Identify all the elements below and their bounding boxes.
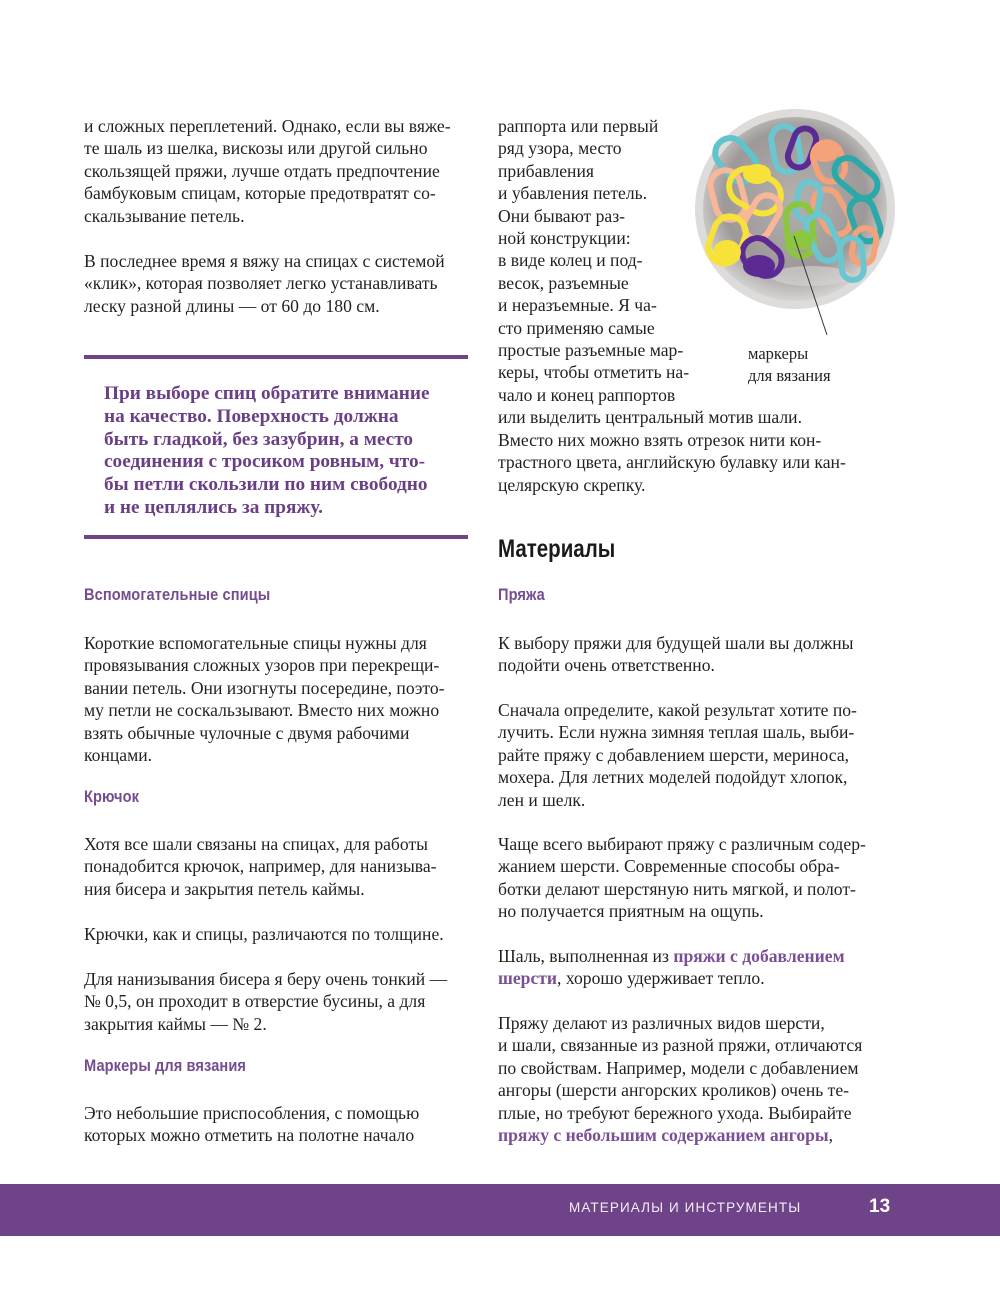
text-line: трастного цвета, английскую булавку или кан- — [498, 452, 846, 473]
page-footer-bar — [0, 1184, 1000, 1236]
text-line: В последнее время я вяжу на спицах с системой — [84, 251, 445, 271]
text-line: сто применяю самые — [498, 317, 655, 338]
intro-paragraph-1 — [84, 115, 451, 227]
callout-box — [104, 383, 430, 520]
yarn-paragraph-5 — [498, 1012, 862, 1146]
text-line: райте пряжу с добавлением шерсти, мериноса, — [498, 744, 850, 765]
text-line: лен и шелк. — [498, 789, 586, 810]
text-line: скальзывание петель. — [84, 205, 245, 226]
text-line: взять обычные чулочные с двумя рабочими — [84, 722, 410, 743]
auxiliary-needles-paragraph — [84, 632, 445, 766]
intro-paragraph-2 — [84, 250, 445, 317]
text-line: провязывания сложных узоров при перекрещи- — [84, 655, 440, 676]
text-line: чало и конец раппортов — [498, 384, 676, 405]
caption-line: для вязания — [748, 366, 831, 385]
text-line — [498, 945, 845, 967]
highlight-angora-yarn: пряжу с небольшим содержанием ангоры — [498, 1125, 829, 1146]
text-line: Пряжу делают из различных видов шерсти, — [498, 1013, 825, 1033]
text-line: «клик», которая позволяет легко устанавливать — [84, 273, 438, 294]
callout-line: При выборе спиц обратите внимание — [104, 383, 430, 404]
heading-auxiliary-needles: Вспомогательные спицы — [84, 585, 271, 604]
text-line: простые разъемные мар- — [498, 340, 684, 361]
hook-paragraph-2 — [84, 923, 444, 945]
text-line: в виде колец и под- — [498, 250, 643, 271]
text-line — [498, 967, 845, 989]
text-fragment: , — [828, 1125, 834, 1146]
text-line: по свойствам. Например, модели с добавлением — [498, 1057, 859, 1078]
text-line: которых можно отметить на полотне начало — [84, 1125, 415, 1146]
yarn-paragraph-3 — [498, 833, 866, 923]
text-line: ряд узора, место — [498, 138, 622, 159]
text-line: или выделить центральный мотив шали. — [498, 407, 802, 428]
text-fragment: Шаль, выполненная из — [498, 946, 674, 966]
text-line: закрытия каймы — № 2. — [84, 1013, 267, 1034]
markers-paragraph — [84, 1102, 419, 1147]
text-line — [498, 1124, 862, 1146]
yarn-paragraph-4 — [498, 945, 845, 990]
heading-knitting-markers: Маркеры для вязания — [84, 1056, 247, 1075]
text-line: К выбору пряжи для будущей шали вы должны — [498, 633, 854, 653]
text-line: Чаще всего выбирают пряжу с различным содер- — [498, 834, 866, 854]
callout-line: на качество. Поверхность должна — [104, 405, 399, 427]
callout-bottom-rule — [84, 535, 468, 539]
page-number: 13 — [869, 1196, 891, 1217]
text-line: концами. — [84, 745, 153, 766]
text-line: подойти очень ответственно. — [498, 655, 715, 676]
stitch-markers-photo — [693, 108, 897, 310]
yarn-paragraph-2 — [498, 699, 857, 811]
text-line: ной конструкции: — [498, 228, 631, 249]
text-line: ботки делают шерстяную нить мягкой, и полот- — [498, 878, 856, 899]
text-line: весок, разъемные — [498, 272, 629, 293]
highlight-wool-yarn: шерсти — [498, 968, 558, 989]
text-line: целярскую скрепку. — [498, 474, 646, 495]
text-line: № 0,5, он проходит в отверстие бусины, а для — [84, 991, 426, 1012]
text-line: бамбуковым спицам, которые предотвратят со- — [84, 183, 436, 204]
text-line: Это небольшие приспособления, с помощью — [84, 1103, 420, 1123]
text-line: ангоры (шерсти ангорских кроликов) очень те- — [498, 1080, 850, 1101]
text-line: те шаль из шелка, вискозы или другой сильно — [84, 138, 428, 159]
highlight-wool-yarn: пряжи с добавлением — [673, 946, 845, 966]
callout-line: и не цеплялись за пряжу. — [104, 496, 323, 518]
callout-line: соединения с тросиком ровным, что- — [104, 451, 426, 473]
text-line: и шали, связанные из разной пряжи, отличаются — [498, 1035, 863, 1056]
photo-caption — [748, 343, 831, 387]
text-line: Сначала определите, какой результат хотите по- — [498, 700, 857, 720]
text-line: скользящей пряжи, лучше отдать предпочтение — [84, 160, 440, 181]
callout-line: быть гладкой, без зазубрин, а место — [104, 428, 414, 450]
chapter-title: МАТЕРИАЛЫ И ИНСТРУМЕНТЫ — [569, 1200, 802, 1215]
text-line: и неразъемные. Я ча- — [498, 295, 657, 316]
text-line: леску разной длины — от 60 до 180 см. — [84, 295, 380, 316]
text-line: Крючки, как и спицы, различаются по толщине. — [84, 924, 444, 944]
yarn-paragraph-1 — [498, 632, 853, 677]
text-line: Хотя все шали связаны на спицах, для работы — [84, 834, 428, 854]
text-line: понадобится крючок, например, для нанизыва- — [84, 856, 437, 877]
text-line: раппорта или первый — [498, 116, 659, 136]
heading-hook: Крючок — [84, 787, 140, 806]
text-line: Вместо них можно взять отрезок нити кон- — [498, 429, 822, 450]
text-line: Короткие вспомогательные спицы нужны для — [84, 633, 427, 653]
text-line: лучить. Если нужна зимняя теплая шаль, выби- — [498, 722, 855, 743]
text-line: вании петель. Они изогнуты посередине, поэто- — [84, 677, 445, 698]
callout-top-rule — [84, 355, 468, 359]
callout-line: бы петли скользили по ним свободно — [104, 474, 428, 496]
text-line: но получается приятным на ощупь. — [498, 901, 764, 922]
text-line: и сложных переплетений. Однако, если вы вяже- — [84, 116, 451, 136]
hook-paragraph-3 — [84, 968, 447, 1035]
text-line: мохера. Для летних моделей подойдут хлопок, — [498, 767, 848, 788]
heading-yarn: Пряжа — [498, 585, 545, 604]
text-line: Для нанизывания бисера я беру очень тонкий — — [84, 969, 448, 989]
text-line: му петли не соскальзывают. Вместо них можно — [84, 700, 440, 721]
section-title-materials: Материалы — [498, 535, 616, 563]
text-line: плые, но требуют бережного ухода. Выбирайте — [498, 1102, 852, 1123]
text-line: керы, чтобы отметить на- — [498, 362, 690, 383]
text-line: Они бывают раз- — [498, 205, 626, 226]
text-fragment: , хорошо удерживает тепло. — [557, 968, 765, 989]
text-line: и убавления петель. — [498, 183, 648, 204]
text-line: жанием шерсти. Современные способы обра- — [498, 856, 840, 877]
hook-paragraph-1 — [84, 833, 437, 900]
text-line: прибавления — [498, 160, 594, 181]
caption-line: маркеры — [748, 344, 809, 363]
text-line: ния бисера и закрытия петель каймы. — [84, 878, 365, 899]
